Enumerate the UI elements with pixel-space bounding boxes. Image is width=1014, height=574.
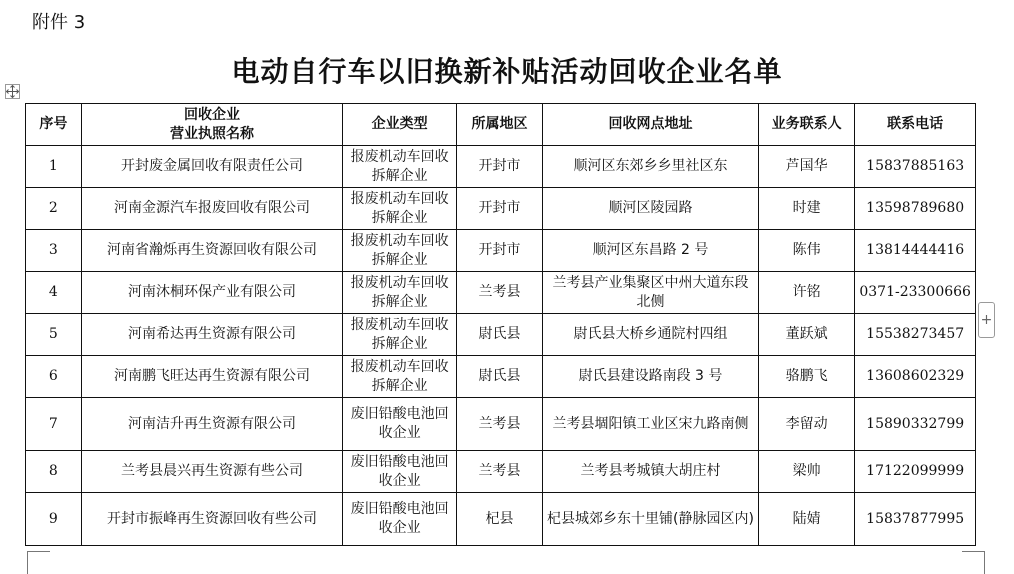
header-type: 企业类型	[343, 104, 457, 146]
cell-company: 河南金源汽车报废回收有限公司	[81, 188, 343, 230]
recycling-company-table	[25, 103, 976, 546]
plus-icon: +	[980, 312, 993, 328]
table-row	[26, 314, 976, 356]
crop-mark-bottom-left	[27, 551, 50, 574]
cell-address: 尉氏县大桥乡通院村四组	[543, 314, 759, 356]
cell-region: 兰考县	[456, 451, 542, 493]
cell-contact: 陈伟	[759, 230, 855, 272]
cell-contact: 骆鹏飞	[759, 356, 855, 398]
header-company-line1: 回收企业	[184, 106, 241, 123]
header-index: 序号	[26, 104, 82, 146]
table-row	[26, 451, 976, 493]
cell-contact: 许铭	[759, 272, 855, 314]
cell-region: 杞县	[456, 493, 542, 546]
cell-address: 顺河区东郊乡乡里社区东	[543, 146, 759, 188]
cell-company: 兰考县晨兴再生资源有些公司	[81, 451, 343, 493]
cell-type: 报废机动车回收拆解企业	[343, 356, 457, 398]
cell-region: 尉氏县	[456, 356, 542, 398]
table-row	[26, 493, 976, 546]
cell-type: 报废机动车回收拆解企业	[343, 272, 457, 314]
cell-index: 2	[26, 188, 82, 230]
table-row	[26, 188, 976, 230]
cell-phone: 15837885163	[855, 146, 976, 188]
table-row	[26, 230, 976, 272]
table-body	[26, 146, 976, 546]
cell-region: 兰考县	[456, 398, 542, 451]
cell-phone: 13814444416	[855, 230, 976, 272]
cell-company: 河南鹏飞旺达再生资源有限公司	[81, 356, 343, 398]
cell-contact: 董跃斌	[759, 314, 855, 356]
add-column-button[interactable]	[978, 302, 995, 338]
cell-index: 7	[26, 398, 82, 451]
cell-region: 开封市	[456, 230, 542, 272]
cell-type: 废旧铅酸电池回收企业	[343, 451, 457, 493]
table-row	[26, 398, 976, 451]
cell-address: 兰考县产业集聚区中州大道东段北侧	[543, 272, 759, 314]
cell-company: 开封市振峰再生资源回收有些公司	[81, 493, 343, 546]
cell-contact: 芦国华	[759, 146, 855, 188]
header-company	[81, 104, 343, 146]
table-move-handle[interactable]	[5, 84, 20, 99]
table-header-row	[26, 104, 976, 146]
header-contact: 业务联系人	[759, 104, 855, 146]
cell-index: 6	[26, 356, 82, 398]
table-row	[26, 146, 976, 188]
cell-type: 报废机动车回收拆解企业	[343, 230, 457, 272]
table-row	[26, 272, 976, 314]
cell-phone: 0371-23300666	[855, 272, 976, 314]
cell-region: 开封市	[456, 188, 542, 230]
cell-address: 顺河区陵园路	[543, 188, 759, 230]
cell-type: 报废机动车回收拆解企业	[343, 188, 457, 230]
cell-phone: 15890332799	[855, 398, 976, 451]
cell-phone: 13608602329	[855, 356, 976, 398]
header-region: 所属地区	[456, 104, 542, 146]
cell-type: 报废机动车回收拆解企业	[343, 314, 457, 356]
cell-index: 3	[26, 230, 82, 272]
cell-company: 河南希达再生资源有限公司	[81, 314, 343, 356]
cell-contact: 时建	[759, 188, 855, 230]
cell-contact: 李留动	[759, 398, 855, 451]
header-address: 回收网点地址	[543, 104, 759, 146]
cell-phone: 13598789680	[855, 188, 976, 230]
header-company-line2: 营业执照名称	[170, 125, 255, 142]
cell-index: 9	[26, 493, 82, 546]
cell-region: 尉氏县	[456, 314, 542, 356]
cell-address: 杞县城郊乡东十里铺(静脉园区内)	[543, 493, 759, 546]
cell-address: 尉氏县建设路南段 3 号	[543, 356, 759, 398]
cell-company: 河南沐桐环保产业有限公司	[81, 272, 343, 314]
cell-index: 5	[26, 314, 82, 356]
cell-contact: 陆婧	[759, 493, 855, 546]
cell-phone: 15837877995	[855, 493, 976, 546]
cell-address: 兰考县考城镇大胡庄村	[543, 451, 759, 493]
attachment-label: 附件 3	[32, 12, 86, 33]
cell-address: 顺河区东昌路 2 号	[543, 230, 759, 272]
cell-address: 兰考县堌阳镇工业区宋九路南侧	[543, 398, 759, 451]
crop-mark-bottom-right	[962, 551, 985, 574]
header-phone: 联系电话	[855, 104, 976, 146]
move-arrows-icon	[6, 85, 19, 98]
cell-company: 河南省瀚烁再生资源回收有限公司	[81, 230, 343, 272]
cell-phone: 17122099999	[855, 451, 976, 493]
cell-type: 废旧铅酸电池回收企业	[343, 398, 457, 451]
cell-index: 1	[26, 146, 82, 188]
document-title: 电动自行车以旧换新补贴活动回收企业名单	[231, 55, 783, 88]
cell-index: 8	[26, 451, 82, 493]
table-row	[26, 356, 976, 398]
cell-index: 4	[26, 272, 82, 314]
cell-region: 兰考县	[456, 272, 542, 314]
cell-region: 开封市	[456, 146, 542, 188]
cell-phone: 15538273457	[855, 314, 976, 356]
cell-contact: 梁帅	[759, 451, 855, 493]
cell-type: 废旧铅酸电池回收企业	[343, 493, 457, 546]
cell-company: 河南洁升再生资源有限公司	[81, 398, 343, 451]
cell-company: 开封废金属回收有限责任公司	[81, 146, 343, 188]
cell-type: 报废机动车回收拆解企业	[343, 146, 457, 188]
